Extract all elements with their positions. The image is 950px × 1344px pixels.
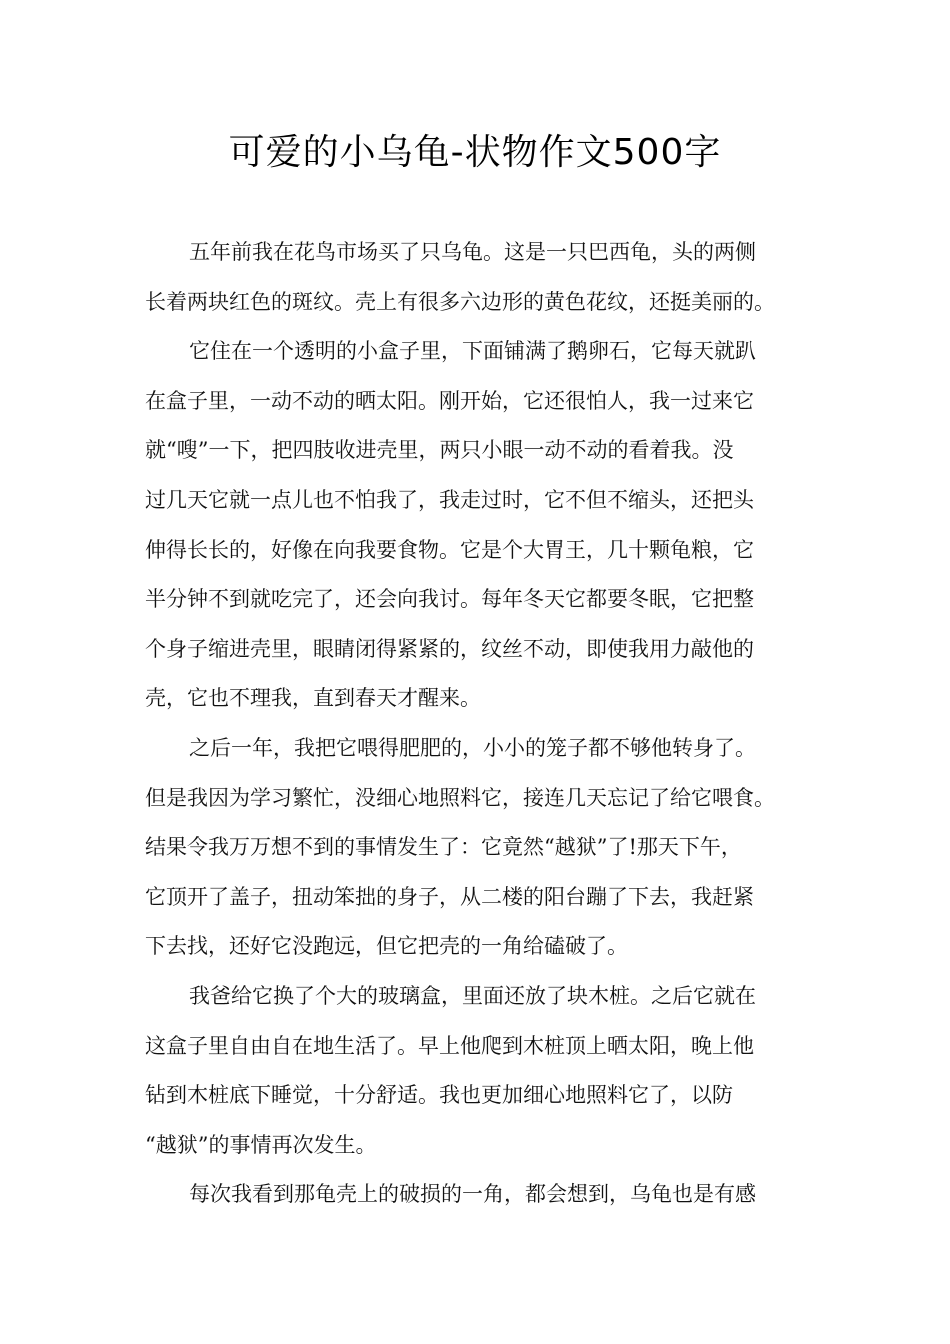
text-line: 每次我看到那龟壳上的破损的一角，都会想到，乌龟也是有感 — [189, 1182, 756, 1207]
text-line: 它顶开了盖子，扭动笨拙的身子，从二楼的阳台蹦了下去，我赶紧 — [145, 884, 754, 909]
text-line: 伸得长长的，好像在向我要食物。它是个大胃王，几十颗龟粮，它 — [145, 537, 754, 562]
text-line: 五年前我在花鸟市场买了只乌龟。这是一只巴西龟，头的两侧 — [189, 240, 756, 264]
text-line: 长着两块红色的斑纹。壳上有很多六边形的黄色花纹，还挺美丽的。 — [145, 289, 775, 314]
text-line: 结果令我万万想不到的事情发生了：它竟然“越狱”了!那天下午， — [145, 835, 742, 860]
text-line: 壳，它也不理我，直到春天才醒来。 — [145, 686, 481, 711]
document-title: 可爱的小乌龟-状物作文500字 — [228, 132, 722, 173]
document-body — [145, 228, 825, 1220]
text-line: 在盒子里，一动不动的晒太阳。刚开始，它还很怕人，我一过来它 — [145, 388, 754, 413]
text-line: 个身子缩进壳里，眼睛闭得紧紧的，纹丝不动，即使我用力敲他的 — [145, 636, 754, 661]
text-line: “越狱”的事情再次发生。 — [145, 1132, 377, 1157]
text-line: 之后一年，我把它喂得肥肥的，小小的笼子都不够他转身了。 — [189, 735, 756, 760]
text-line: 它住在一个透明的小盒子里，下面铺满了鹅卵石，它每天就趴 — [189, 339, 756, 364]
text-line: 半分钟不到就吃完了，还会向我讨。每年冬天它都要冬眠，它把整 — [145, 587, 754, 612]
text-line: 就“嗖”一下，把四肢收进壳里，两只小眼一动不动的看着我。没 — [145, 438, 734, 463]
text-line: 过几天它就一点儿也不怕我了，我走过时，它不但不缩头，还把头 — [145, 487, 754, 512]
text-line: 钻到木桩底下睡觉，十分舒适。我也更加细心地照料它了，以防 — [145, 1083, 733, 1108]
text-line: 下去找，还好它没跑远，但它把壳的一角给磕破了。 — [145, 934, 628, 959]
text-line: 我爸给它换了个大的玻璃盒，里面还放了块木桩。之后它就在 — [189, 983, 756, 1008]
text-line: 但是我因为学习繁忙，没细心地照料它，接连几天忘记了给它喂食。 — [145, 785, 775, 810]
text-line: 这盒子里自由自在地生活了。早上他爬到木桩顶上晒太阳，晚上他 — [145, 1033, 754, 1058]
